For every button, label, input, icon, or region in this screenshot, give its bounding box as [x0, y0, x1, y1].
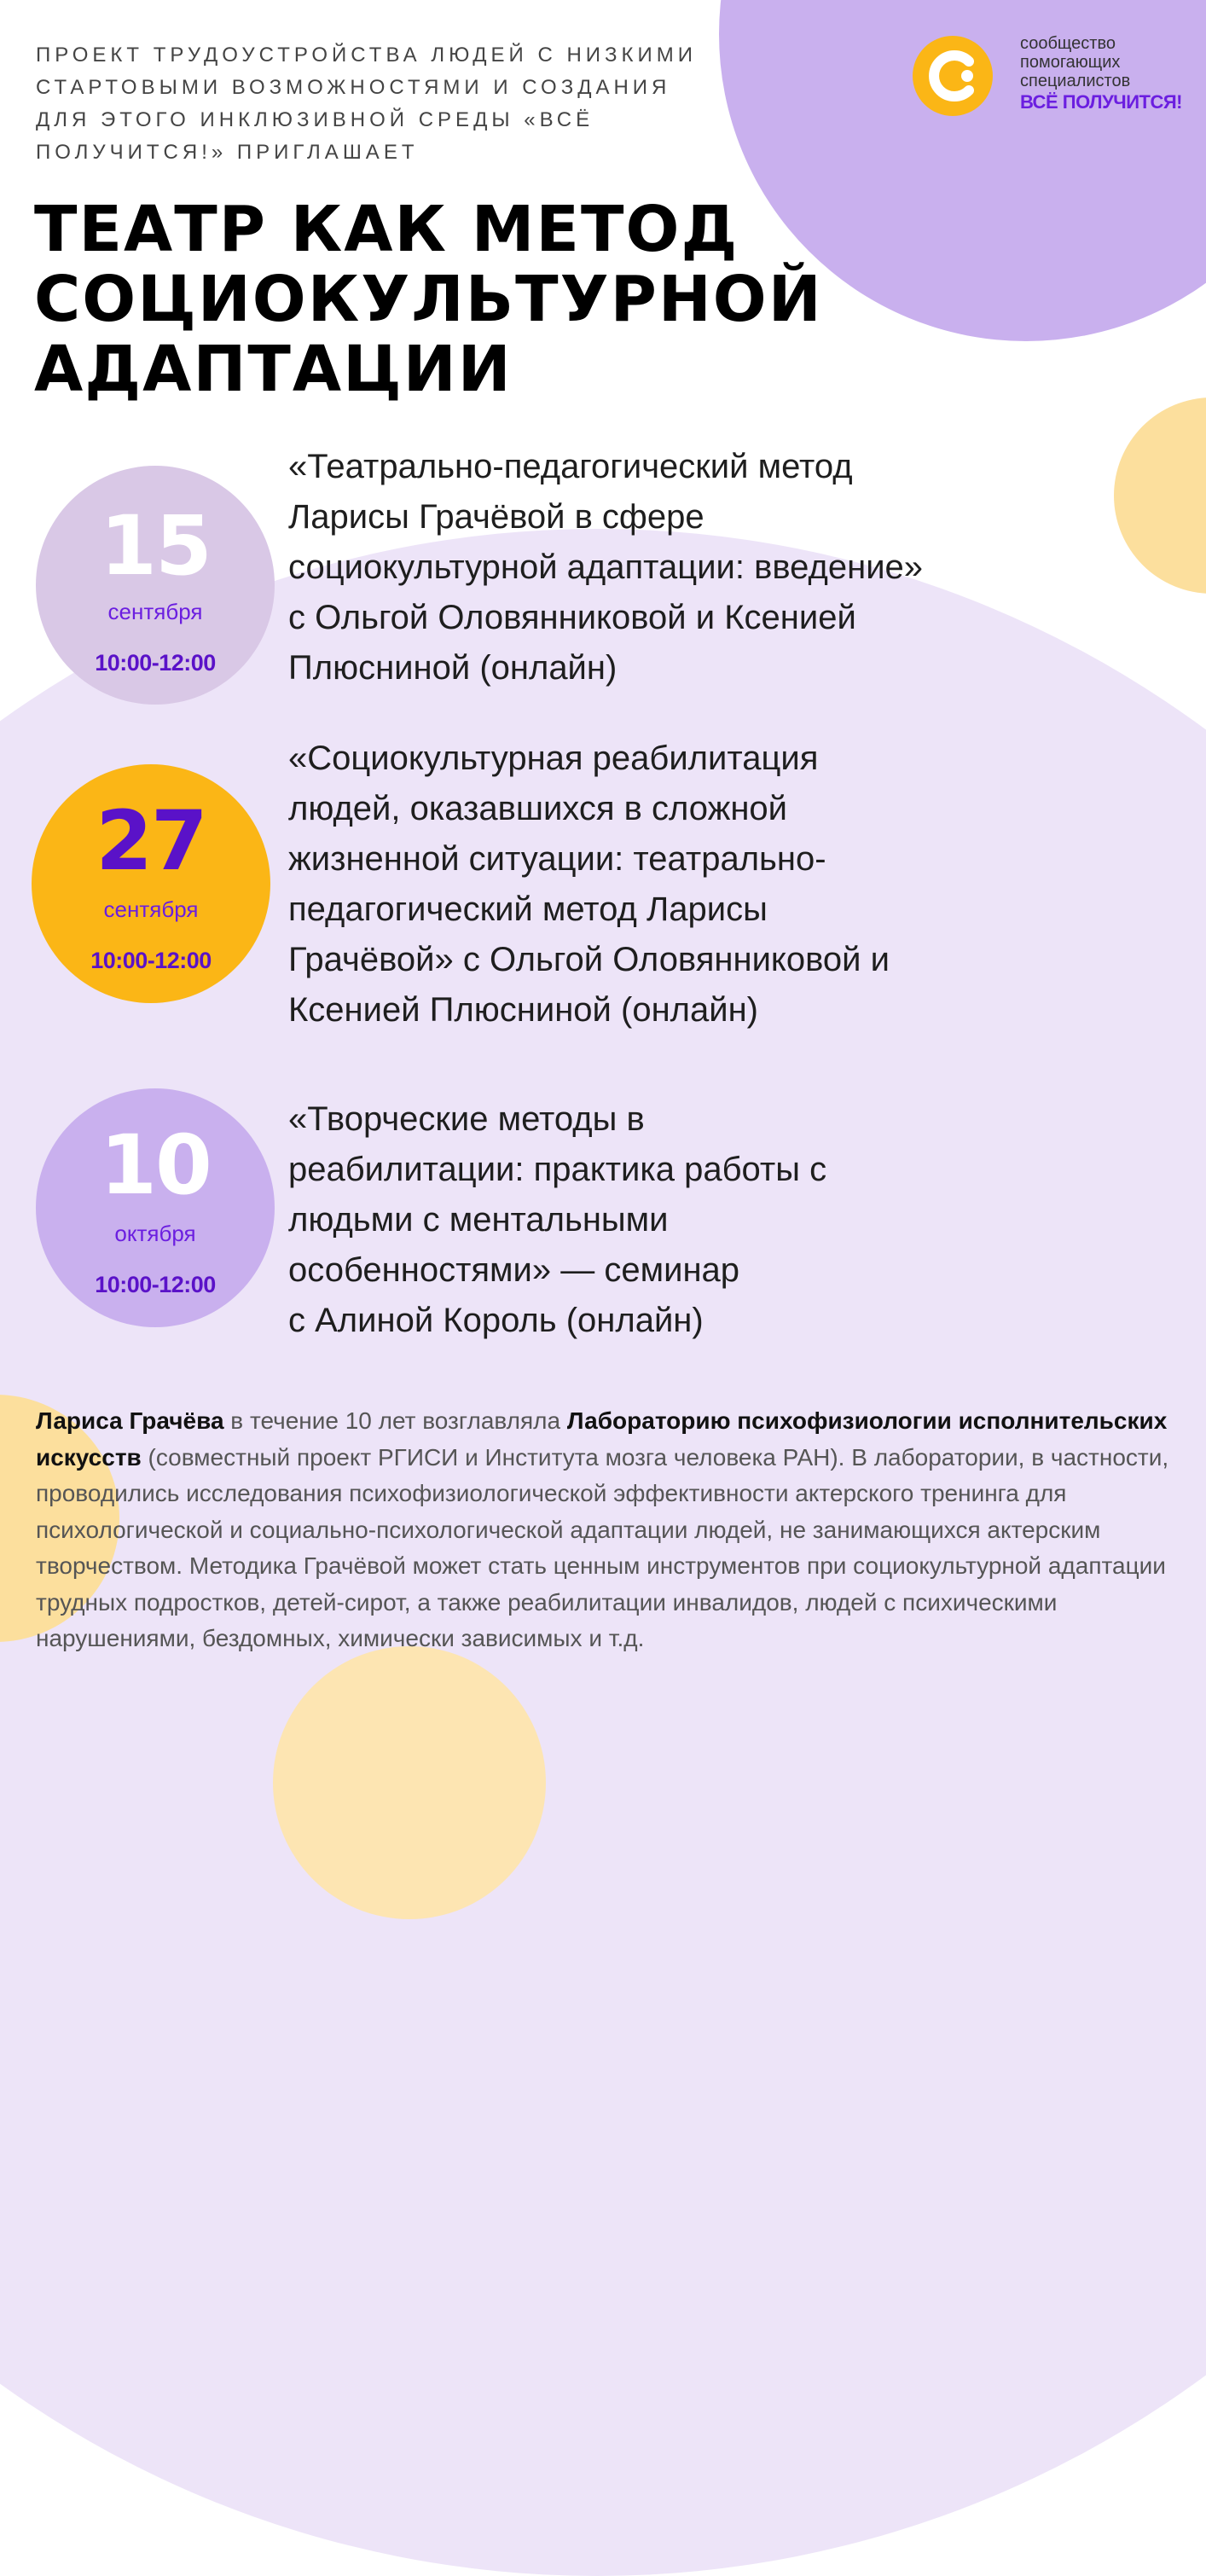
logo-line-1: сообщество: [1020, 34, 1116, 53]
page-title: ТЕАТР КАК МЕТОД СОЦИОКУЛЬТУРНОЙ АДАПТАЦИИ: [34, 193, 823, 406]
bio-name: Лариса Грачёва: [36, 1407, 224, 1434]
date-circle: [36, 466, 275, 705]
event-description: «Творческие методы в реабилитации: практика работы с людьми с ментальными особенностями» — семинар с Алиной Король (онлайн): [288, 1100, 827, 1339]
event-day: 10: [100, 1117, 211, 1213]
event-time: 10:00-12:00: [90, 948, 212, 973]
intro-text: ПРОЕКТ ТРУДОУСТРОЙСТВА ЛЮДЕЙ С НИЗКИМИ СТАРТОВЫМИ ВОЗМОЖНОСТЯМИ И СОЗДАНИЯ ДЛЯ ЭТОГО ИНКЛЮЗИВНОЙ СРЕДЫ «ВСЁ ПОЛУЧИТСЯ!» ПРИГЛАШАЕТ: [36, 44, 698, 164]
event-month: сентября: [107, 599, 203, 624]
date-circle: [32, 764, 270, 1003]
date-circle: [36, 1088, 275, 1327]
logo-brand: ВСЁ ПОЛУЧИТСЯ!: [1020, 91, 1183, 113]
bio-text-1: в течение 10 лет возглавляла: [223, 1407, 567, 1434]
logo: [913, 34, 1194, 119]
event-description: «Социокультурная реабилитация людей, оказавшихся в сложной жизненной ситуации: театрально- педагогический метод Ларисы Грачёвой» с Ольгой Оловянниковой и Ксенией Плюсниной (онлайн): [288, 740, 890, 1029]
bio-text-2: (совместный проект РГИСИ и Института мозга человека РАН). В лаборатории, в частности, проводились исследования психофизиологической эффективности актерского тренинга для психологической и социально-психологической адаптации людей, не занимающихся актерским творчеством. Методика Грачёвой может стать ценным инструментов при социокультурной адаптации трудных подростков, детей-сирот, а также реабилитации инвалидов, людей с психическими нарушениями, бездомных, химически зависимых и т.д.: [36, 1443, 1169, 1651]
logo-line-3: специалистов: [1020, 72, 1131, 90]
logo-text: [1020, 34, 1182, 112]
event-description: «Театрально-педагогический метод Ларисы Грачёвой в сфере социокультурной адаптации: введение» с Ольгой Оловянниковой и Ксенией Плюсниной (онлайн): [288, 448, 924, 687]
logo-c-icon: [913, 36, 993, 116]
bio-paragraph: [36, 1403, 1179, 1657]
event-month: сентября: [103, 896, 199, 922]
event-day: 15: [100, 498, 211, 594]
logo-line-2: помогающих: [1020, 53, 1121, 72]
bio-lab-name: Лабораторию психофизиологии исполнительских искусств: [36, 1407, 1168, 1471]
event-time: 10:00-12:00: [95, 650, 216, 676]
event-time: 10:00-12:00: [95, 1272, 216, 1297]
event-month: октября: [114, 1221, 196, 1246]
event-day: 27: [96, 793, 206, 889]
background-yellow-circle-bottom: [273, 1646, 546, 1919]
